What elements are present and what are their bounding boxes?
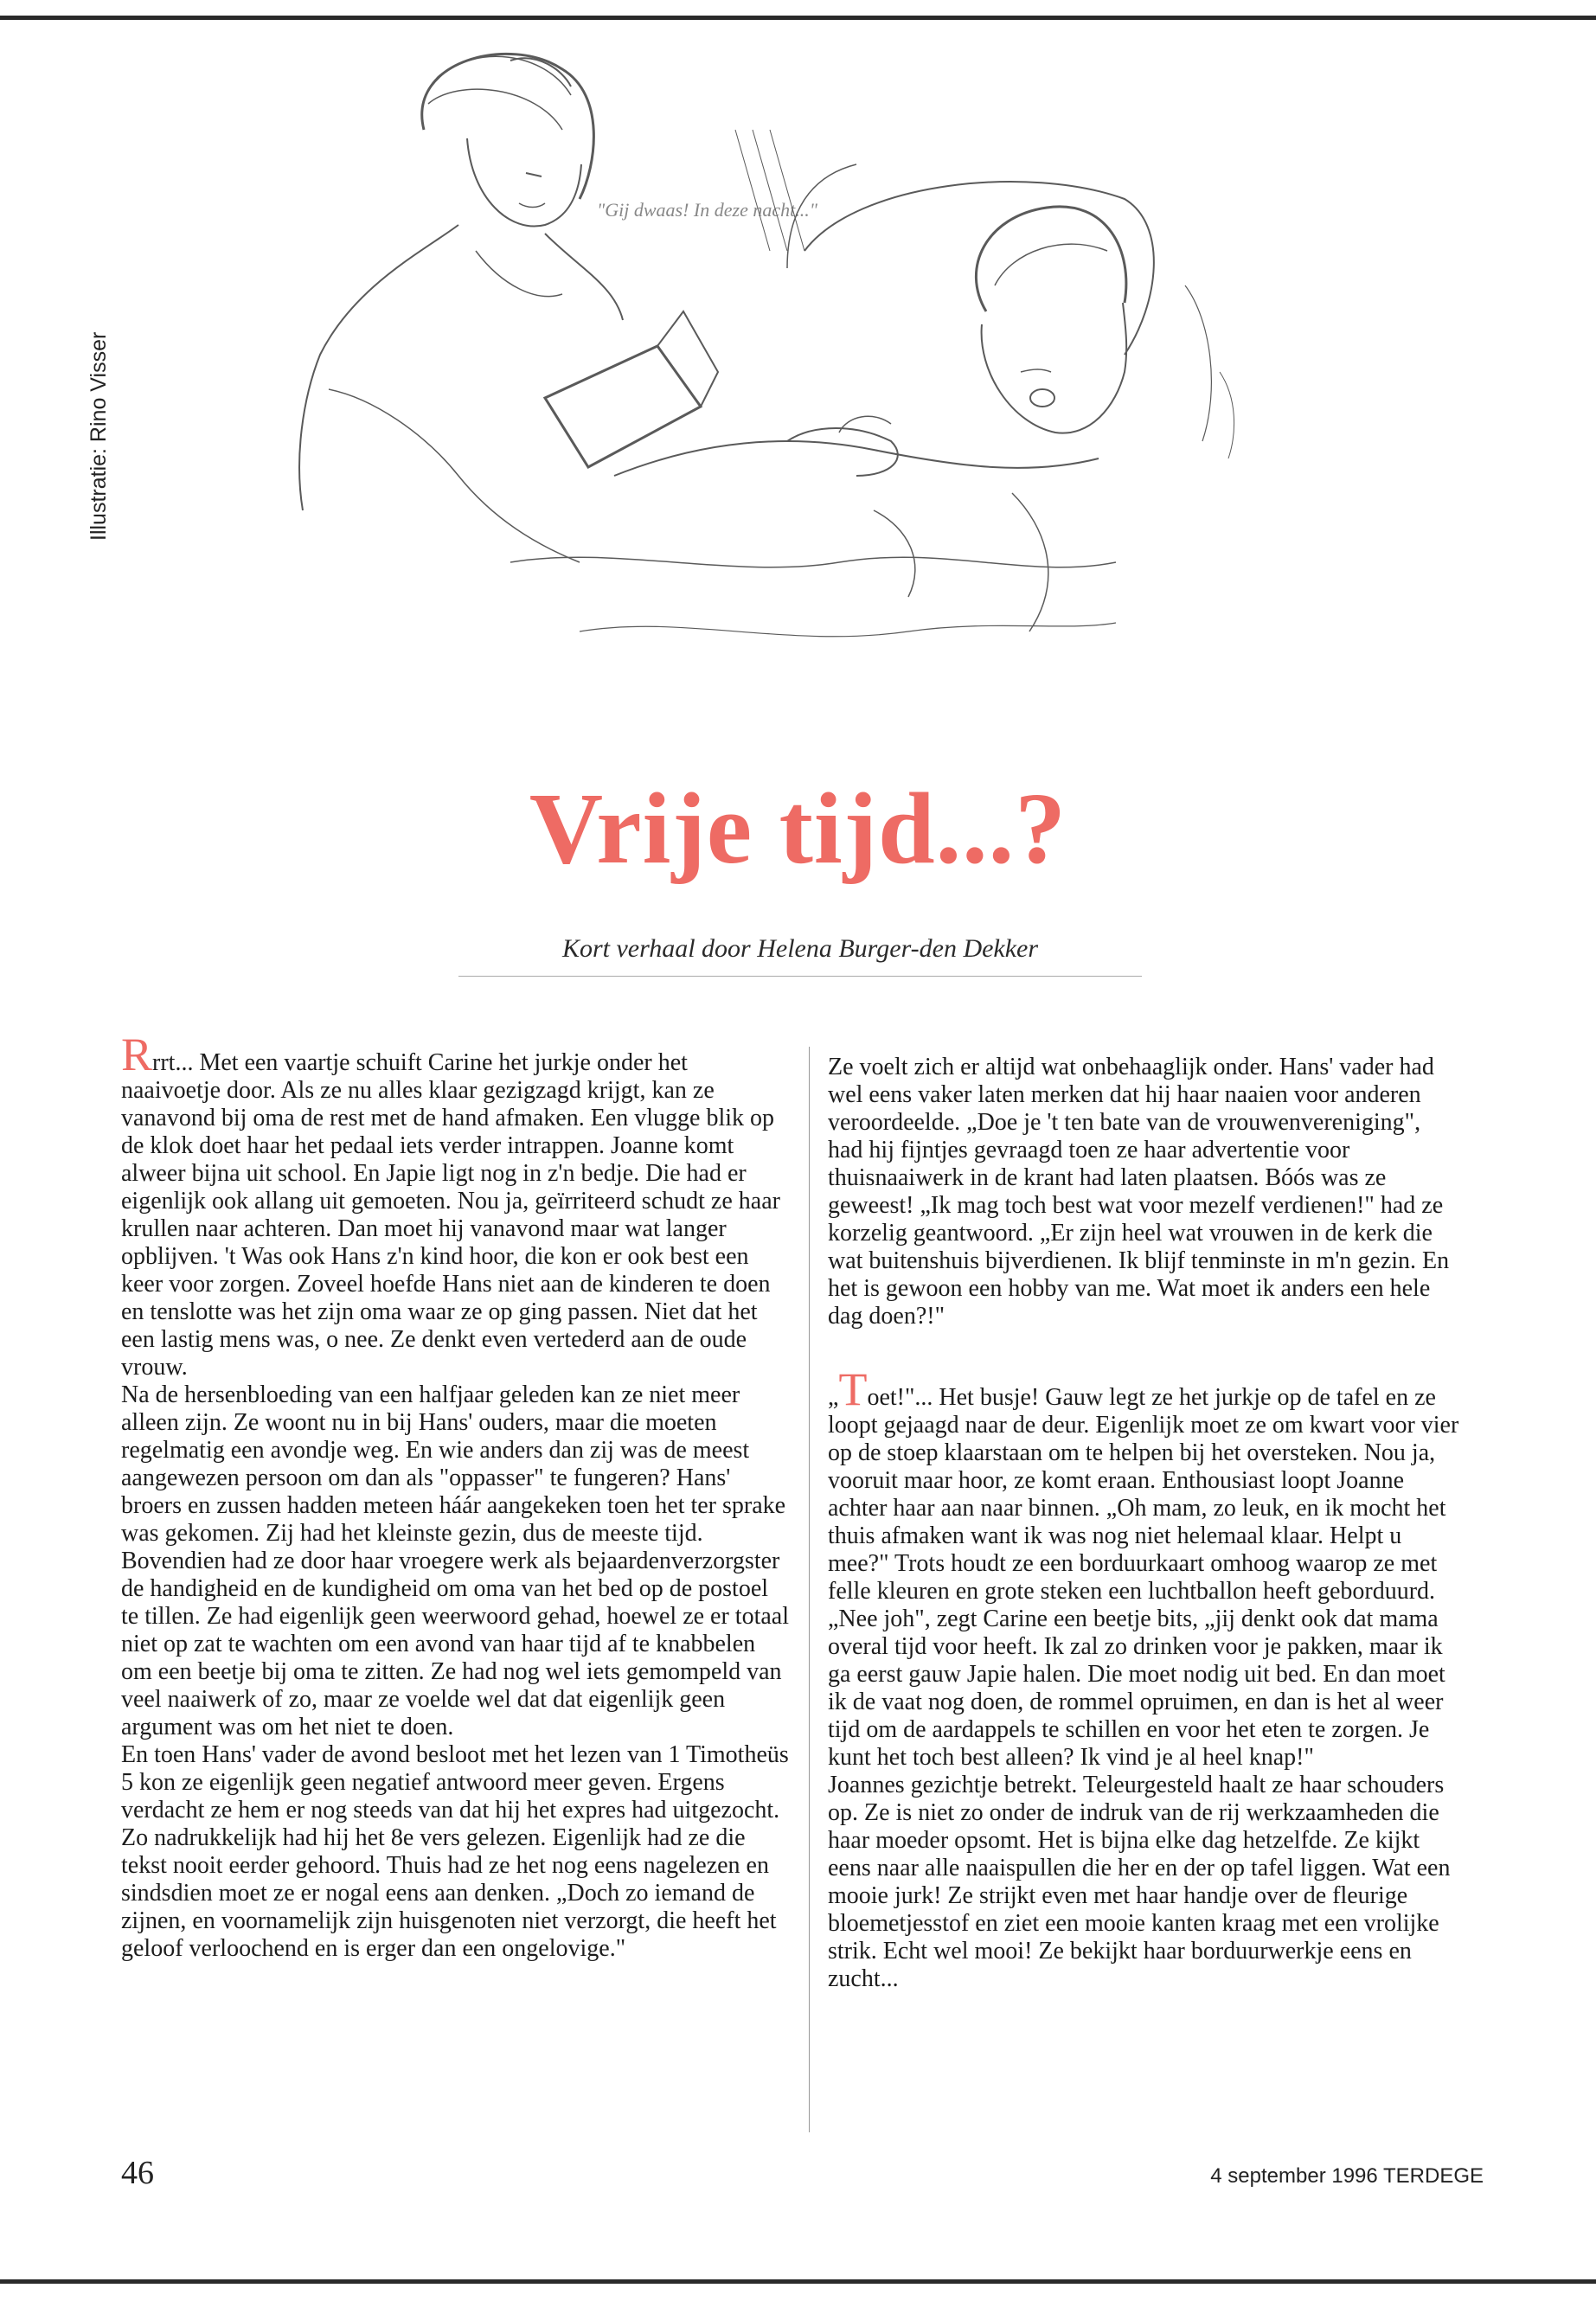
article-title: Vrije tijd...?: [529, 772, 1067, 885]
paragraph: En toen Hans' vader de avond besloot met het lezen van 1 Timotheüs 5 kon ze eigenlijk geen negatief antwoord meer geven. Ergens verdacht ze hem er nog steeds van dat hij het expres had uitgezocht. Zo nadrukkelijk had hij het 8e vers gelezen. Eigenlijk had ze die tekst nooit eerder gehoord. Thuis had ze het nog eens nagelezen en sindsdien moet ze er nogal eens aan denken. „Doch zo iemand de zijnen, en voornamelijk zijn huisgenoten niet verzorgt, die heeft het geloof verloochend en is erger dan een ongelovige.": [121, 1741, 789, 1962]
paragraph-text: oet!"... Het busje! Gauw legt ze het jurkje op de tafel en ze loopt gejaagd naar de deur. Eigenlijk moet ze om kwart voor vier op de stoep klaarstaan om te helpen bij het oversteken. Nou ja, vooruit maar hoor, ze komt eraan. Enthousiast loopt Joanne achter haar aan naar binnen. „Oh mam, zo leuk, en ik mocht het thuis afmaken want ik was nog niet helemaal klaar. Helpt u mee?" Trots houdt ze een borduurkaart omhoog waarop ze met felle kleuren en grote steken een luchtballon heeft geborduurd.: [828, 1384, 1459, 1605]
section-gap: [828, 1330, 1459, 1377]
column-right: [828, 1054, 1459, 1993]
paragraph: [828, 1363, 1459, 1606]
paragraph: Ze voelt zich er altijd wat onbehaaglijk onder. Hans' vader had wel eens vaker laten merken dat hij haar naaien voor anderen veroordeelde. „Doe je 't ten bate van de vrouwenvereniging", had hij fijntjes gevraagd toen ze haar advertentie voor thuisnaaiwerk in de krant had laten plaatsen. Bóós was ze geweest! „Ik mag toch best wat voor mezelf verdienen!" had ze korzelig geantwoord. „Er zijn heel wat vrouwen in de kerk die wat buitenshuis bijverdienen. Ik blijf tenminste in m'n gezin. En het is gewoon een hobby van me. Wat moet ik anders een hele dag doen?!": [828, 1054, 1450, 1330]
book: [545, 346, 701, 467]
paragraph: Joannes gezichtje betrekt. Teleurgesteld haalt ze haar schouders op. Ze is niet zo onder de indruk van de rij werkzaamheden die haar moeder opsomt. Het is bijna elke dag hetzelfde. Ze kijkt eens naar alle naaispullen die her en der op tafel liggen. Wat een mooie jurk! Ze strijkt even met haar handje over de fleurige bloemetjesstof en ziet een mooie kanten kraag met een vrolijke strik. Echt wel mooi! Ze bekijkt haar borduurwerkje eens en zucht...: [828, 1772, 1451, 1992]
paragraph-text: rrt... Met een vaartje schuift Carine het jurkje onder het naaivoetje door. Als ze nu alles klaar gezigzagd krijgt, kan ze vanavond bij oma de rest met de hand afmaken. Een vlugge blik op de klok doet haar het pedaal iets verder intrappen. Joanne komt alweer bijna uit school. En Japie ligt nog in z'n bedje. Die had er eigenlijk ook allang uit gemoeten. Nou ja, geïrriteerd schudt ze haar krullen naar achteren. Dan moet hij vanavond maar wat langer opblijven. 't Was ook Hans z'n kind hoor, die kon er ook best een keer voor zorgen. Zoveel hoefde Hans niet aan de kinderen te doen en tenslotte was het zijn oma waar ze op ging passen. Niet dat het een lastig mens was, o nee. Ze denkt even vertederd aan de oude vrouw.: [121, 1049, 780, 1381]
old-woman-hair: [976, 207, 1125, 311]
woman-face: [467, 138, 581, 227]
pencil-illustration: [251, 26, 1341, 718]
byline: Kort verhaal door Helena Burger-den Dekker: [561, 934, 1039, 963]
drop-cap: T: [838, 1363, 868, 1415]
illustration-credit: Illustratie: Rino Visser: [87, 331, 111, 541]
page-number: 46: [121, 2155, 154, 2191]
byline-rule: [458, 976, 1142, 977]
paragraph: Na de hersenbloeding van een halfjaar geleden kan ze niet meer alleen zijn. Ze woont nu in bij Hans' ouders, maar die moeten regelmatig een avondje weg. En wie anders dan zij was de meest aangewezen persoon om dan als "oppasser" te fungeren? Hans' broers en zussen hadden meteen háár aangekeken toen het ter sprake was gekomen. Zij had het kleinste gezin, dus de meeste tijd. Bovendien had ze door haar vroegere werk als bejaardenverzorgster de handigheid en de kundigheid om oma van het bed op de postoel te tillen. Ze had eigenlijk geen weerwoord gehad, hoewel ze er totaal niet op zat te wachten om een avond van haar tijd af te knabbelen om een beetje bij oma te zitten. Ze had nog wel iets gemompeld van veel naaiwerk of zo, maar ze voelde wel dat dat eigenlijk geen argument was om het niet te doen.: [121, 1381, 789, 1740]
illustration-sketch: [251, 26, 1341, 718]
opening-quote: „: [828, 1384, 839, 1411]
bottom-rule: [0, 2279, 1596, 2284]
woman-hair: [422, 54, 594, 199]
illustration-caption: "Gij dwaas! In deze nacht...": [597, 199, 817, 221]
top-rule: [0, 16, 1596, 20]
woman-shoulder: [299, 225, 458, 510]
old-woman-face: [982, 303, 1127, 433]
drop-cap: R: [121, 1029, 153, 1080]
column-divider: [809, 1047, 810, 2132]
bed-sheet: [614, 441, 1099, 476]
footer-date: 4 september 1996 TERDEGE: [1210, 2164, 1484, 2188]
paragraph: „Nee joh", zegt Carine een beetje bits, „jij denkt ook dat mama overal tijd voor heeft. Ik zal zo drinken voor je pakken, maar ik ga eerst gauw Japie halen. Die moet nodig uit bed. En dan moet ik de vaat nog doen, de rommel opruimen, en dan is het al weer tijd om de aardappels te schillen en voor het eten te zorgen. Je kunt het toch best alleen? Ik vind je al heel knap!": [828, 1606, 1445, 1771]
column-left: [121, 1029, 790, 1963]
pillow: [804, 182, 1154, 355]
paragraph: [121, 1029, 790, 1381]
